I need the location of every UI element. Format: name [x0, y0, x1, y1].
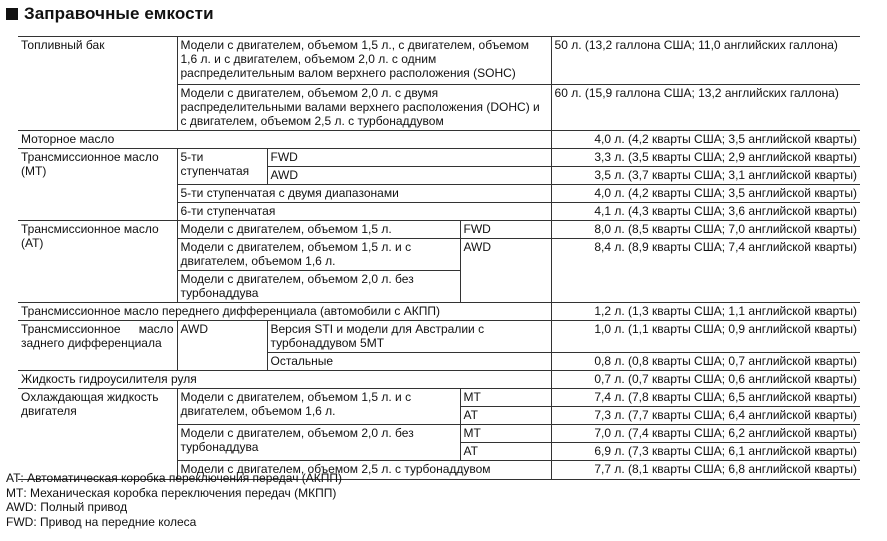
coolant-15-condition: Модели с двигателем, объемом 1,5 л. и с двигателем, объемом 1,6 л.: [177, 389, 460, 425]
at-15-capacity: 8,0 л. (8,5 кварты США; 7,0 английской кварты): [551, 221, 860, 239]
row-label-engine-oil: Моторное масло: [18, 131, 551, 149]
mt-fwd: FWD: [267, 149, 551, 167]
table-row: [18, 321, 860, 353]
mt-awd-capacity: 3,5 л. (3,7 кварты США; 3,1 английской кварты): [551, 167, 860, 185]
rear-diff-sti-capacity: 1,0 л. (1,1 кварты США; 0,9 английской кварты): [551, 321, 860, 353]
legend-item-fwd: FWD: Привод на передние колеса: [6, 514, 197, 529]
at-16-condition: Модели с двигателем, объемом 1,5 л. и с двигателем, объемом 1,6 л.: [177, 239, 460, 271]
mt-fwd-capacity: 3,3 л. (3,5 кварты США; 2,9 английской кварты): [551, 149, 860, 167]
fuel-dohc-condition: Модели с двигателем, объемом 2,0 л. с двумя распределительными валами верхнего расположения (DOHC) и с двигателем, объемом 2,5 л. с турбонаддувом: [177, 85, 551, 131]
row-label-rear-diff: Трансмиссионное масло заднего дифференциала: [18, 321, 177, 371]
row-label-mt-oil: Трансмиссионное масло (МТ): [18, 149, 177, 221]
coolant-20-mt-capacity: 7,0 л. (7,4 кварты США; 6,2 английской кварты): [551, 425, 860, 443]
at-20-condition: Модели с двигателем, объемом 2,0 л. без турбонаддува: [177, 271, 460, 303]
legend-item-at: АТ: Автоматическая коробка переключения передач (АКПП): [6, 471, 343, 485]
rear-diff-other: Остальные: [267, 353, 551, 371]
row-label-fuel-tank: Топливный бак: [18, 37, 177, 131]
capacities-table: [18, 36, 860, 480]
at-16-drive: AWD: [460, 239, 551, 303]
row-label-front-diff: Трансмиссионное масло переднего дифференциала (автомобили с АКПП): [18, 303, 551, 321]
coolant-15-at-capacity: 7,3 л. (7,7 кварты США; 6,4 английской кварты): [551, 407, 860, 425]
at-16-capacity: 8,4 л. (8,9 кварты США; 7,4 английской кварты): [551, 239, 860, 303]
fuel-sohc-condition: Модели с двигателем, объемом 1,5 л., с двигателем, объемом 1,6 л. и с двигателем, объемом 2,0 л. с одним распределительным валом верхнего расположения (SOHC): [177, 37, 551, 85]
page-title: [6, 4, 214, 24]
row-label-at-oil: Трансмиссионное масло (АТ): [18, 221, 177, 303]
legend-item-awd: AWD: Полный привод: [6, 500, 128, 514]
abbreviations-legend: [6, 471, 342, 529]
square-bullet-icon: [6, 8, 18, 20]
fuel-sohc-capacity: 50 л. (13,2 галлона США; 11,0 английских галлона): [551, 37, 860, 85]
coolant-20-mt: МТ: [460, 425, 551, 443]
coolant-25-capacity: 7,7 л. (8,1 кварты США; 6,8 английской кварты): [551, 461, 860, 480]
rear-diff-other-capacity: 0,8 л. (0,8 кварты США; 0,7 английской кварты): [551, 353, 860, 371]
coolant-15-at: АТ: [460, 407, 551, 425]
mt-dual-range: 5-ти ступенчатая с двумя диапазонами: [177, 185, 551, 203]
table-row: [18, 389, 860, 407]
table-row: [18, 149, 860, 167]
coolant-15-mt: МТ: [460, 389, 551, 407]
fuel-dohc-capacity: 60 л. (15,9 галлона США; 13,2 английских галлона): [551, 85, 860, 131]
mt-6speed: 6-ти ступенчатая: [177, 203, 551, 221]
mt-awd: AWD: [267, 167, 551, 185]
title-text: Заправочные емкости: [24, 4, 214, 23]
at-15-drive: FWD: [460, 221, 551, 239]
coolant-15-mt-capacity: 7,4 л. (7,8 кварты США; 6,5 английской кварты): [551, 389, 860, 407]
coolant-25-condition: Модели с двигателем, объемом 2,5 л. с турбонаддувом: [177, 461, 551, 480]
row-label-coolant: Охлаждающая жидкость двигателя: [18, 389, 177, 480]
mt-dual-range-capacity: 4,0 л. (4,2 кварты США; 3,5 английской кварты): [551, 185, 860, 203]
coolant-20-condition: Модели с двигателем, объемом 2,0 л. без турбонаддува: [177, 425, 460, 461]
rear-diff-awd: AWD: [177, 321, 267, 371]
mt-5speed: 5-ти ступенчатая: [177, 149, 267, 185]
table-row: [18, 371, 860, 389]
table-row: [18, 37, 860, 85]
legend-item-mt: МТ: Механическая коробка переключения передач (МКПП): [6, 485, 337, 500]
power-steering-capacity: 0,7 л. (0,7 кварты США; 0,6 английской кварты): [551, 371, 860, 389]
coolant-20-at-capacity: 6,9 л. (7,3 кварты США; 6,1 английской кварты): [551, 443, 860, 461]
at-15-condition: Модели с двигателем, объемом 1,5 л.: [177, 221, 460, 239]
engine-oil-capacity: 4,0 л. (4,2 кварты США; 3,5 английской кварты): [551, 131, 860, 149]
row-label-power-steering: Жидкость гидроусилителя руля: [18, 371, 551, 389]
mt-6speed-capacity: 4,1 л. (4,3 кварты США; 3,6 английской кварты): [551, 203, 860, 221]
rear-diff-sti: Версия STI и модели для Австралии с турбонаддувом 5МТ: [267, 321, 551, 353]
table-row: [18, 221, 860, 239]
coolant-20-at: АТ: [460, 443, 551, 461]
front-diff-capacity: 1,2 л. (1,3 кварты США; 1,1 английской кварты): [551, 303, 860, 321]
table-row: [18, 303, 860, 321]
table-row: [18, 131, 860, 149]
